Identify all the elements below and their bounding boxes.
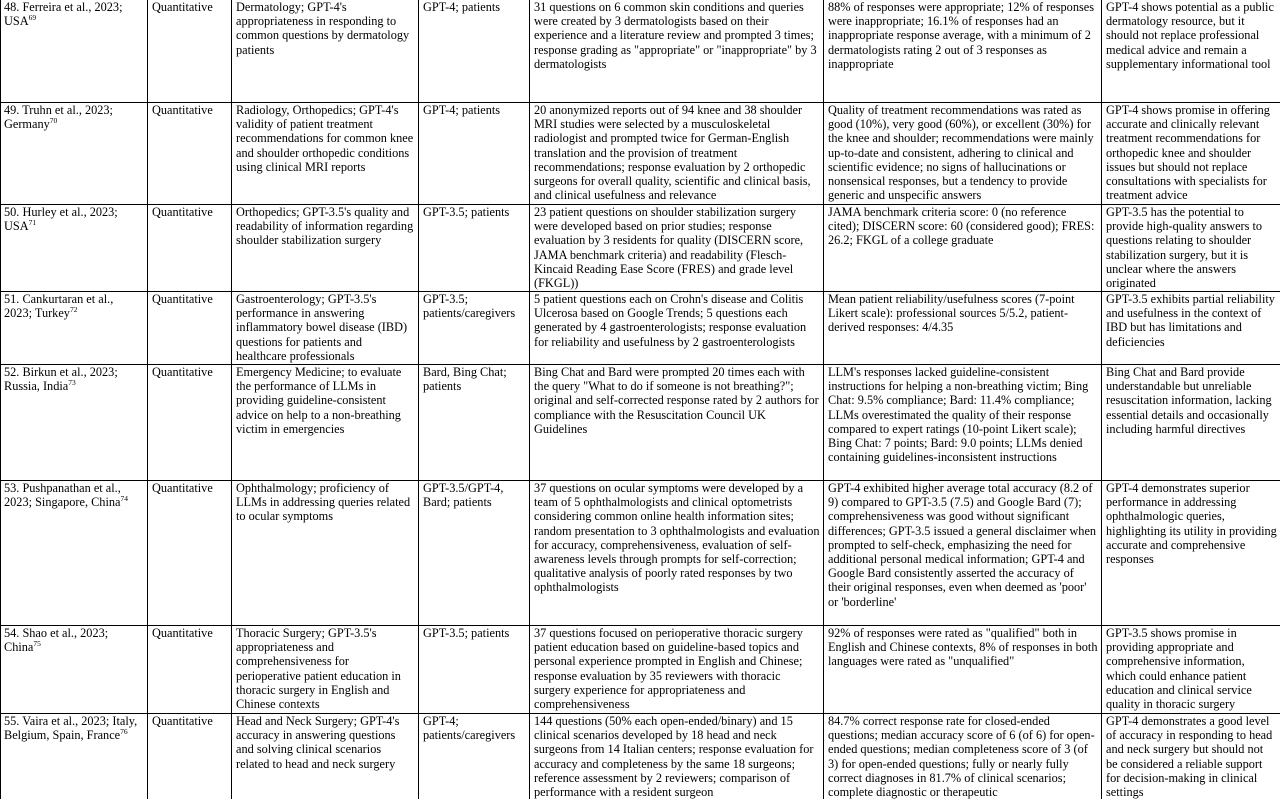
results-cell: LLM's responses lacked guideline-consistent instructions for helping a non-breathing victim; Bing Chat: 9.5% compliance; Bard: 11.4% compliance; LLMs overestimated the quality of their response compared to expert ratings (10-point Likert scale); Bing Chat: 7 points; Bard: 9.0 points; LLMs denied containing guidelines-inconsistent instructions: [824, 365, 1102, 481]
methods-cell: 37 questions on ocular symptoms were developed by a team of 5 ophthalmologists and clinical optometrists considering common online health information sites; random presentation to 3 ophthalmologists and evaluation for accuracy, comprehensiveness, evaluation of self-awareness levels through prompts for self-correction; qualitative analysis of poorly rated responses by two ophthalmologists: [530, 481, 824, 626]
reference-number: 73: [68, 378, 76, 388]
methods-cell: 5 patient questions each on Crohn's disease and Colitis Ulcerosa based on Google Trends; 5 questions each generated by 4 gastroenterologists; response evaluation for reliability and usefulness by 2 gastroenterologists: [530, 292, 824, 365]
focus-cell: Gastroenterology; GPT-3.5's performance in answering inflammatory bowel disease (IBD) questions for patients and healthcare professionals: [232, 292, 419, 365]
study-label: 48. Ferreira et al., 2023; USA: [4, 0, 123, 29]
methods-cell: Bing Chat and Bard were prompted 20 times each with the query "What to do if someone is not breathing?"; original and self-corrected response rated by 2 authors for compliance with the Resuscitation Council UK Guidelines: [530, 365, 824, 481]
results-cell: 92% of responses were rated as "qualified" both in English and Chinese contexts, 8% of responses in both languages were rated as "unqualified": [824, 626, 1102, 714]
conclusion-cell: GPT-4 demonstrates superior performance in addressing ophthalmologic queries, highlighting its utility in providing accurate and comprehensive responses: [1102, 481, 1280, 626]
results-cell: 88% of responses were appropriate; 12% of responses were inappropriate; 16.1% of responses had an inappropriate response average, with a minimum of 2 dermatologists rating 2 out of 3 responses as inappropriate: [824, 0, 1102, 103]
focus-cell: Radiology, Orthopedics; GPT-4's validity of patient treatment recommendations for common knee and shoulder orthopedic conditions using clinical MRI reports: [232, 103, 419, 205]
study-type-cell: Quantitative: [148, 205, 232, 292]
methods-cell: 20 anonymized reports out of 94 knee and 38 shoulder MRI studies were selected by a musculoskeletal radiologist and prompted twice for German-English translation and the provision of treatment recommendations; response evaluation by 2 orthopedic surgeons for overall quality, scientific and clinical basis, and clinical usefulness and relevance: [530, 103, 824, 205]
study-cell: [1, 365, 148, 481]
table-row: [1, 714, 1280, 799]
study-type-cell: Quantitative: [148, 103, 232, 205]
methods-cell: 144 questions (50% each open-ended/binary) and 15 clinical scenarios developed by 18 head and neck surgeons from 14 Italian centers; response evaluation for accuracy and completeness by the same 18 surgeons; reference assessment by 2 reviewers; comparison of performance with a resident surgeon: [530, 714, 824, 799]
study-label: 51. Cankurtaran et al., 2023; Turkey: [4, 292, 114, 321]
conclusion-cell: GPT-4 demonstrates a good level of accuracy in responding to head and neck surgery but should not be considered a reliable support for decision-making in clinical settings: [1102, 714, 1280, 799]
results-cell: 84.7% correct response rate for closed-ended questions; median accuracy score of 6 (of 6) for open-ended questions; median completeness score of 3 (of 3) for open-ended questions; fully or nearly fully correct diagnoses in 81.7% of clinical scenarios; complete diagnostic or therapeutic: [824, 714, 1102, 799]
results-cell: JAMA benchmark criteria score: 0 (no reference cited); DISCERN score: 60 (considered good); FRES: 26.2; FKGL of a college graduate: [824, 205, 1102, 292]
focus-cell: Head and Neck Surgery; GPT-4's accuracy in answering questions and solving clinical scenarios related to head and neck surgery: [232, 714, 419, 799]
model-cell: Bard, Bing Chat; patients: [419, 365, 530, 481]
conclusion-cell: Bing Chat and Bard provide understandable but unreliable resuscitation information, lacking essential details and occasionally including harmful directives: [1102, 365, 1280, 481]
study-cell: [1, 626, 148, 714]
study-type-cell: Quantitative: [148, 0, 232, 103]
study-cell: [1, 714, 148, 799]
table-row: [1, 481, 1280, 626]
table-row: [1, 292, 1280, 365]
focus-cell: Thoracic Surgery; GPT-3.5's appropriateness and comprehensiveness for perioperative patient education in thoracic surgery in English and Chinese contexts: [232, 626, 419, 714]
study-type-cell: Quantitative: [148, 292, 232, 365]
reference-number: 76: [120, 727, 128, 737]
model-cell: GPT-3.5; patients/caregivers: [419, 292, 530, 365]
study-cell: [1, 0, 148, 103]
conclusion-cell: GPT-4 shows promise in offering accurate and clinically relevant treatment recommendations for orthopedic knee and shoulder issues but should not replace consultations with specialists for treatment advice: [1102, 103, 1280, 205]
study-label: 54. Shao et al., 2023; China: [4, 626, 109, 655]
table-row: [1, 626, 1280, 714]
study-type-cell: Quantitative: [148, 626, 232, 714]
table-row: [1, 103, 1280, 205]
model-cell: GPT-3.5; patients: [419, 205, 530, 292]
study-cell: [1, 481, 148, 626]
table-row: [1, 0, 1280, 103]
study-type-cell: Quantitative: [148, 365, 232, 481]
reference-number: 69: [28, 13, 37, 23]
reference-number: 71: [28, 218, 37, 228]
study-cell: [1, 205, 148, 292]
results-cell: Mean patient reliability/usefulness scores (7-point Likert scale): professional sources 5/5.2, patient-derived responses: 4/4.35: [824, 292, 1102, 365]
model-cell: GPT-4; patients: [419, 0, 530, 103]
reference-number: 74: [120, 494, 128, 504]
model-cell: GPT-4; patients: [419, 103, 530, 205]
conclusion-cell: GPT-3.5 shows promise in providing appropriate and comprehensive information, which could enhance patient education and clinical service quality in thoracic surgery: [1102, 626, 1280, 714]
focus-cell: Dermatology; GPT-4's appropriateness in responding to common questions by dermatology patients: [232, 0, 419, 103]
methods-cell: 37 questions focused on perioperative thoracic surgery patient education based on guideline-based topics and personal experience prompted in English and Chinese; response evaluation by 35 reviewers with thoracic surgery experience for appropriateness and comprehensiveness: [530, 626, 824, 714]
table-row: [1, 365, 1280, 481]
conclusion-cell: GPT-3.5 has the potential to provide high-quality answers to questions relating to shoulder stabilization surgery, but it is unclear where the answers originated: [1102, 205, 1280, 292]
focus-cell: Orthopedics; GPT-3.5's quality and readability of information regarding shoulder stabilization surgery: [232, 205, 419, 292]
study-type-cell: Quantitative: [148, 714, 232, 799]
model-cell: GPT-3.5/GPT-4, Bard; patients: [419, 481, 530, 626]
study-label: 53. Pushpanathan et al., 2023; Singapore, China: [4, 481, 121, 510]
study-cell: [1, 292, 148, 365]
reference-number: 72: [69, 305, 78, 315]
reference-number: 70: [49, 116, 58, 126]
model-cell: GPT-4; patients/caregivers: [419, 714, 530, 799]
study-type-cell: Quantitative: [148, 481, 232, 626]
results-cell: GPT-4 exhibited higher average total accuracy (8.2 of 9) compared to GPT-3.5 (7.5) and Google Bard (7); comprehensiveness was good without significant differences; GPT-3.5 issued a general disclaimer when prompted to self-check, emphasizing the need for additional personal medical information; GPT-4 and Google Bard consistently asserted the accuracy of their original responses, even when deemed as 'poor' or 'borderline': [824, 481, 1102, 626]
results-cell: Quality of treatment recommendations was rated as good (10%), very good (60%), or excellent (30%) for the knee and shoulder; recommendations were mainly up-to-date and consistent, adhering to clinical and scientific evidence; no signs of hallucinations or nonsensical responses, but a tendency to provide generic and unspecific answers: [824, 103, 1102, 205]
methods-cell: 23 patient questions on shoulder stabilization surgery were developed based on prior studies; response evaluation by 3 residents for quality (DISCERN score, JAMA benchmark criteria) and readability (Flesch-Kincaid Reading Ease Score (FRES) and grade level (FKGL)): [530, 205, 824, 292]
conclusion-cell: GPT-4 shows potential as a public dermatology resource, but it should not replace professional medical advice and remain a supplementary informational tool: [1102, 0, 1280, 103]
table-row: [1, 205, 1280, 292]
reference-number: 75: [33, 639, 41, 649]
model-cell: GPT-3.5; patients: [419, 626, 530, 714]
study-cell: [1, 103, 148, 205]
focus-cell: Ophthalmology; proficiency of LLMs in addressing queries related to ocular symptoms: [232, 481, 419, 626]
study-label: 49. Truhn et al., 2023; Germany: [4, 103, 113, 132]
study-label: 52. Birkun et al., 2023; Russia, India: [4, 365, 118, 394]
study-label: 55. Vaira et al., 2023; Italy, Belgium, Spain, France: [4, 714, 138, 743]
focus-cell: Emergency Medicine; to evaluate the performance of LLMs in providing guideline-consistent advice on help to a non-breathing victim in emergencies: [232, 365, 419, 481]
methods-cell: 31 questions on 6 common skin conditions and queries were created by 3 dermatologists based on their experience and a literature review and prompted 3 times; response grading as "appropriate" or "inappropriate" by 3 dermatologists: [530, 0, 824, 103]
conclusion-cell: GPT-3.5 exhibits partial reliability and usefulness in the context of IBD but has limitations and deficiencies: [1102, 292, 1280, 365]
study-label: 50. Hurley et al., 2023; USA: [4, 205, 118, 234]
